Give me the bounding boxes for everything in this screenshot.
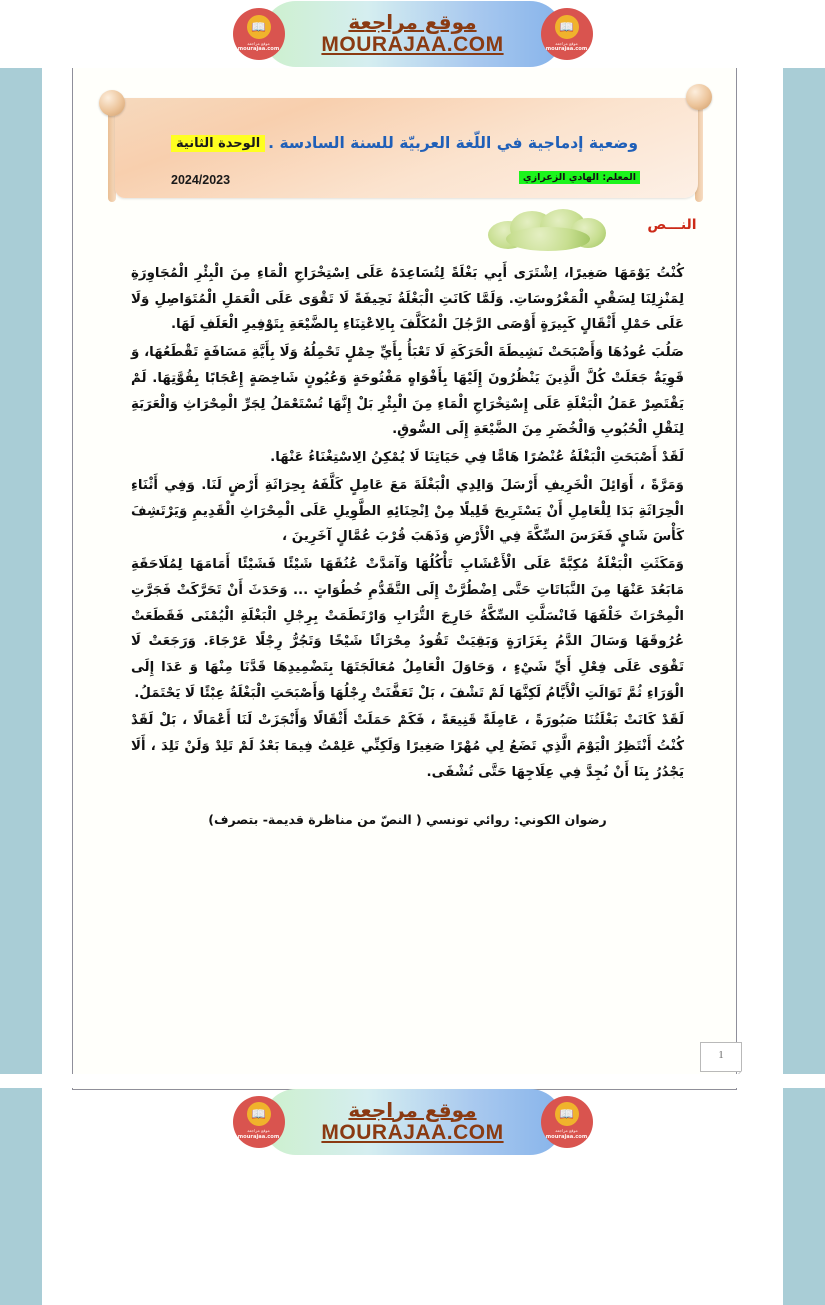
badge-caption <box>238 1128 280 1140</box>
badge-caption <box>546 1128 588 1140</box>
badge-url-label: mourajaa.com <box>237 1133 280 1140</box>
reading-passage <box>131 261 684 786</box>
badge-caption <box>546 41 588 53</box>
badge-arabic-label: موقع مراجعة <box>555 40 578 46</box>
page-number-label: 1 <box>718 1049 724 1061</box>
passage-paragraph: كُنْتُ يَوْمَهَا صَغِيرًا، اِشْتَرَى أَبِي بَغْلَةً لِتُسَاعِدَهُ عَلَى اِسْتِخْرَاجِ الْمَاءِ مِنَ الْبِئْرِ الْمُجَاوِرَةِ لِمَنْزِلِنَا لِسَقْيِ الْمَغْرُوسَاتِ. وَلَمَّا كَانَتِ الْبَغْلَةُ نَحِيفَةً لَا تَقْوَى عَلَى الْعَمَلِ الْمُتَوَاصِلِ وَلَا عَلَى حَمْلِ أَثْقَالٍ كَبِيرَةٍ أَوْصَى الرَّجُلَ الْمُكَلَّفَ بِالِاعْتِنَاءِ بِالضَّيْعَةِ بِتَوْفِيرِ الْعَلَفِ لَهَا. <box>131 266 684 333</box>
badge-url-label: mourajaa.com <box>545 1133 588 1140</box>
badge-url-label: mourajaa.com <box>545 46 588 53</box>
brand-arabic-label-top: موقع مراجعة <box>348 10 477 35</box>
section-label-text: النـــص <box>647 217 697 233</box>
brand-badge-right <box>233 8 285 60</box>
badge-url-label: mourajaa.com <box>237 46 280 53</box>
brand-pill-top[interactable] <box>263 1 563 67</box>
scroll-curl-left-icon <box>99 90 125 116</box>
open-book-icon: 📖 <box>247 15 271 39</box>
passage-paragraph: وَمَرَّةً ، أَوَائِلَ الْخَرِيفِ أَرْسَلَ وَالِدِي الْبَغْلَةَ مَعَ عَامِلٍ كَلَّفَهُ بِحِرَاثَةِ أَرْضٍ لَنَا. وَفِي أَثْنَاءِ الْحِرَاثَةِ بَدَا لِلْعَامِلِ أَنْ يَسْتَرِيحَ قَلِيلًا مِنْ اِنْحِنَائِهِ الطَّوِيلِ عَلَى الْمِحْرَاثِ الْقَدِيمِ وَيَرْتَشِفَ كَأْسَ شَايٍ فَغَرَسَ السِّكَّةَ فِي الْأَرْضِ وَذَهَبَ قُرْبَ عُمَّالٍ آخَرِينَ ، <box>131 477 684 545</box>
page-title: وضعية إدماجية في اللّغة العربيّة للسنة السادسة . <box>268 134 638 152</box>
scroll-curl-right-icon <box>686 84 712 110</box>
open-book-icon: 📖 <box>555 1102 579 1126</box>
passage-paragraph: لَقَدْ أَصْبَحَتِ الْبَغْلَةُ عُنْصُرًا هَامًّا فِي حَيَاتِنَا لَا يُمْكِنُ الِاسْتِغْنَاءُ عَنْهَا. <box>270 450 684 466</box>
unit-badge: الوحدة الثانية <box>171 135 265 152</box>
badge-arabic-label: موقع مراجعة <box>247 40 270 46</box>
page-number-chip <box>700 1042 742 1076</box>
brand-badge-right <box>233 1096 285 1148</box>
teacher-name-badge: المعلم: الهادي الزعرازي <box>519 171 640 184</box>
branding-group <box>233 1089 593 1155</box>
brand-url-label-top[interactable]: MOURAJAA.COM <box>321 33 504 57</box>
branding-group <box>233 1 593 67</box>
passage-paragraph: وَمَكَثَتِ الْبَغْلَةُ مُكِبَّةً عَلَى الْأَعْشَابِ تَأْكُلُهَا وَآمَدَّتْ عُنُقَهَا شَيْئًا فَشَيْئًا أَمَامَهَا لِمُلَاحَقَةِ مَابَعُدَ عَنْهَا مِنَ النَّبَاتَاتِ حَتَّى اِضْطُرَّتْ إِلَى التَّقَدُّمِ خُطُوَاتٍ ... وَحَدَثَ أَنْ تَحَرَّكَتْ فَجَرَّتِ الْمِحْرَاثَ خَلْفَهَا فَانْسَلَّتِ السِّكَّةُ خَارِجَ التُّرَابِ وَارْتَطَمَتْ بِرِجْلِ الْبَغْلَةِ الْيُمْنَى فَقَطَعَتْ عُرُوقَهَا وَسَالَ الدَّمُ بِغَزَارَةٍ وَبَقِيَتْ تَقُودُ مِحْرَاثًا شَيْخًا وَتَجُرُّ رِجْلًا عَرْجَاءَ. وَرَجَعَتْ لَا تَقْوَى عَلَى فِعْلِ أَيِّ شَيْءٍ ، وَحَاوَلَ الْعَامِلُ مُعَالَجَتَهَا بِتَضْمِيدِهَا قَدَّنَا مِنْهَا وَ عَدَا إِلَى الْوَرَاءِ ثُمَّ تَوَالَتِ الْأَيَّامُ لَكِنَّهَا لَمْ تَشْفَ ، بَلْ تَعَفَّنَتْ رِجْلُهَا وَأَصْبَحَتِ الْبَغْلَةُ عِبْئًا لَا يَحْتَمَلُ. <box>131 557 684 701</box>
passage-paragraph: صَلُبَ عُودُهَا وَأَصْبَحَتْ نَشِيطَةَ الْحَرَكَةِ لَا تَعْبَأُ بِأَيِّ حِمْلٍ تَحْمِلُهُ وَلَا بِأَيَّةِ مَسَافَةٍ تَقْطَعُهَا، وَ قَوِيَةٌ جَعَلَتْ كُلَّ الَّذِينَ يَنْظُرُونَ إِلَيْهَا بِأَفْوَاهٍ مَفْتُوحَةٍ وَعُيُونٍ شَاخِصَةٍ إِعْجَابًا بِقُوَّتِهَا. لَمْ يَقْتَصِرْ عَمَلُ الْبَغْلَةِ عَلَى إِسْتِخْرَاجِ الْمَاءِ مِنَ الْبِئْرِ بَلْ إِنَّهَا تُسْتَعْمَلُ لِجَرِّ الْمِحْرَاثِ وَالْعَرَبَةِ لِنَقْلِ الْحُبُوبِ وَالْخُضَرِ مِنَ الضَّيْعَةِ إِلَى السُّوقِ. <box>131 345 684 438</box>
brand-url-label-bottom[interactable]: MOURAJAA.COM <box>321 1120 504 1144</box>
brand-arabic-label-bottom: موقع مراجعة <box>348 1097 477 1122</box>
badge-caption <box>238 41 280 53</box>
passage-attribution: رضوان الكوني: روائي تونسي ( النصّ من مناظرة قديمة- بتصرف) <box>208 811 607 827</box>
badge-arabic-label: موقع مراجعة <box>247 1128 270 1134</box>
top-branding-banner <box>0 0 825 68</box>
open-book-icon: 📖 <box>247 1102 271 1126</box>
cloud-shape-icon <box>482 209 610 251</box>
open-book-icon: 📖 <box>555 15 579 39</box>
scroll-header-banner <box>87 88 720 203</box>
school-year-label: 2024/2023 <box>171 173 231 187</box>
passage-paragraph: لَقَدْ كَانَتْ بَغْلَتُنَا صَبُورَةً ، عَامِلَةً قَنِيعَةً ، فَكَمْ حَمَلَتْ أَثْقَالًا وَأَنْجَزَتْ لَنَا أَعْمَالًا ، بَلْ لَقَدْ كُنْتُ أَنْتَظِرُ الْيَوْمَ الَّذِي تَضَعُ لِي مُهْرًا صَغِيرًا وَلَكِنِّي عَلِمْتُ فِيمَا بَعْدُ لَمْ تَلِدْ وَلَنْ تَلِدَ ، أَلَا يَجْدُرُ بِنَا أَنْ نُجِدَّ فِي عِلَاجِهَا حَتَّى تُشْفَى. <box>131 713 684 780</box>
brand-badge-left <box>541 8 593 60</box>
document-page <box>72 65 737 1090</box>
badge-arabic-label: موقع مراجعة <box>555 1128 578 1134</box>
scroll-body <box>115 98 698 198</box>
brand-badge-left <box>541 1096 593 1148</box>
brand-pill-bottom[interactable] <box>263 1089 563 1155</box>
section-label-wrap <box>73 207 736 255</box>
bottom-branding-banner <box>0 1074 825 1169</box>
